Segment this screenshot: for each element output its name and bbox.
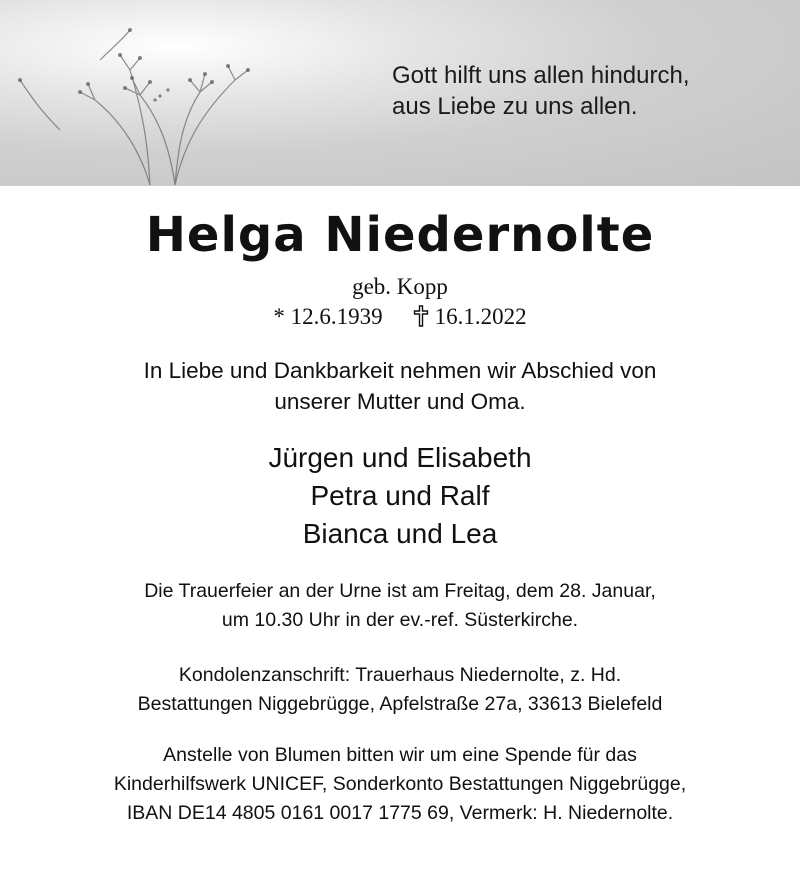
quote-line: Gott hilft uns allen hindurch, bbox=[392, 62, 690, 89]
condolence-address bbox=[0, 661, 800, 719]
death-date: 16.1.2022 bbox=[434, 304, 527, 329]
life-dates bbox=[0, 302, 800, 335]
family-line: Jürgen und Elisabeth bbox=[268, 442, 532, 473]
address-line: Kondolenzanschrift: Trauerhaus Niedernolte, z. Hd. bbox=[178, 664, 622, 686]
family-names bbox=[0, 439, 800, 553]
quote bbox=[392, 60, 782, 122]
donation-line: Kinderhilfswerk UNICEF, Sonderkonto Bestattungen Niggebrügge, bbox=[113, 773, 687, 795]
header-banner bbox=[0, 0, 800, 186]
farewell-line: unserer Mutter und Oma. bbox=[274, 389, 526, 414]
farewell-text bbox=[0, 355, 800, 417]
ceremony-info bbox=[0, 577, 800, 635]
family-line: Bianca und Lea bbox=[302, 518, 498, 549]
ceremony-line: um 10.30 Uhr in der ev.-ref. Süsterkirche. bbox=[221, 609, 579, 631]
cross-icon bbox=[413, 305, 429, 335]
family-line: Petra und Ralf bbox=[310, 480, 490, 511]
donation-line: IBAN DE14 4805 0161 0017 1775 69, Vermerk: H. Niedernolte. bbox=[126, 802, 674, 824]
notice-body bbox=[0, 200, 800, 828]
donation-line: Anstelle von Blumen bitten wir um eine Spende für das bbox=[163, 744, 637, 766]
quote-line: aus Liebe zu uns allen. bbox=[392, 93, 638, 120]
birth-date: * 12.6.1939 bbox=[273, 304, 383, 329]
birth-name: geb. Kopp bbox=[352, 274, 448, 299]
address-line: Bestattungen Niggebrügge, Apfelstraße 27a, 33613 Bielefeld bbox=[137, 693, 663, 715]
farewell-line: In Liebe und Dankbarkeit nehmen wir Abschied von bbox=[143, 358, 657, 383]
deceased-name: Helga Niedernolte bbox=[145, 207, 655, 263]
donation-info bbox=[0, 741, 800, 828]
ceremony-line: Die Trauerfeier an der Urne ist am Freitag, dem 28. Januar, bbox=[144, 580, 656, 602]
